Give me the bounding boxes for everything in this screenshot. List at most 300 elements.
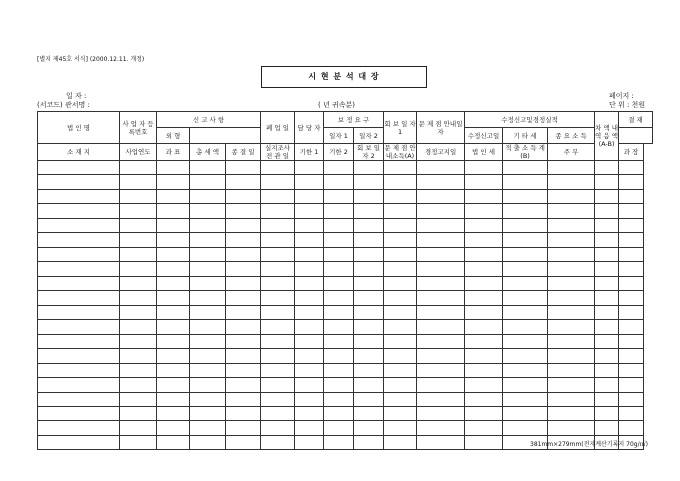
table-cell[interactable] <box>157 175 190 189</box>
table-cell[interactable] <box>120 247 157 261</box>
table-cell[interactable] <box>619 421 644 435</box>
table-cell[interactable] <box>120 189 157 203</box>
table-cell[interactable] <box>157 291 190 305</box>
table-cell[interactable] <box>120 291 157 305</box>
table-cell[interactable] <box>354 276 384 290</box>
table-cell[interactable] <box>120 161 157 175</box>
table-cell[interactable] <box>261 189 295 203</box>
table-cell[interactable] <box>324 320 354 334</box>
table-cell[interactable] <box>120 363 157 377</box>
table-cell[interactable] <box>157 406 190 420</box>
table-cell[interactable] <box>324 349 354 363</box>
table-cell[interactable] <box>465 291 503 305</box>
table-cell[interactable] <box>619 247 644 261</box>
table-cell[interactable] <box>503 175 548 189</box>
table-cell[interactable] <box>503 363 548 377</box>
table-cell[interactable] <box>503 262 548 276</box>
table-cell[interactable] <box>261 161 295 175</box>
table-cell[interactable] <box>548 247 595 261</box>
table-cell[interactable] <box>595 392 619 406</box>
table-cell[interactable] <box>295 305 324 319</box>
table-cell[interactable] <box>226 189 261 203</box>
table-cell[interactable] <box>295 175 324 189</box>
table-cell[interactable] <box>261 378 295 392</box>
table-cell[interactable] <box>417 189 465 203</box>
table-cell[interactable] <box>226 378 261 392</box>
table-cell[interactable] <box>417 378 465 392</box>
table-cell[interactable] <box>38 189 120 203</box>
table-cell[interactable] <box>226 406 261 420</box>
table-cell[interactable] <box>548 204 595 218</box>
table-cell[interactable] <box>261 406 295 420</box>
table-cell[interactable] <box>157 247 190 261</box>
table-cell[interactable] <box>120 175 157 189</box>
table-cell[interactable] <box>120 406 157 420</box>
table-cell[interactable] <box>354 262 384 276</box>
table-cell[interactable] <box>354 161 384 175</box>
table-cell[interactable] <box>226 305 261 319</box>
table-cell[interactable] <box>38 320 120 334</box>
table-cell[interactable] <box>619 189 644 203</box>
table-cell[interactable] <box>226 435 261 449</box>
table-cell[interactable] <box>503 349 548 363</box>
table-cell[interactable] <box>38 204 120 218</box>
table-cell[interactable] <box>595 276 619 290</box>
table-cell[interactable] <box>465 247 503 261</box>
table-cell[interactable] <box>417 204 465 218</box>
table-cell[interactable] <box>295 247 324 261</box>
table-cell[interactable] <box>261 204 295 218</box>
table-cell[interactable] <box>503 421 548 435</box>
table-cell[interactable] <box>384 334 417 348</box>
table-cell[interactable] <box>226 276 261 290</box>
table-cell[interactable] <box>38 334 120 348</box>
table-cell[interactable] <box>619 406 644 420</box>
table-cell[interactable] <box>226 247 261 261</box>
table-cell[interactable] <box>324 291 354 305</box>
table-cell[interactable] <box>324 378 354 392</box>
table-cell[interactable] <box>354 334 384 348</box>
table-cell[interactable] <box>548 334 595 348</box>
table-cell[interactable] <box>595 189 619 203</box>
table-cell[interactable] <box>417 334 465 348</box>
table-cell[interactable] <box>595 204 619 218</box>
table-cell[interactable] <box>38 276 120 290</box>
table-cell[interactable] <box>226 320 261 334</box>
table-cell[interactable] <box>38 262 120 276</box>
table-cell[interactable] <box>503 392 548 406</box>
table-cell[interactable] <box>465 276 503 290</box>
table-cell[interactable] <box>190 334 226 348</box>
table-cell[interactable] <box>120 435 157 449</box>
table-cell[interactable] <box>295 291 324 305</box>
table-cell[interactable] <box>503 320 548 334</box>
table-cell[interactable] <box>295 349 324 363</box>
table-cell[interactable] <box>157 320 190 334</box>
table-cell[interactable] <box>324 218 354 232</box>
table-cell[interactable] <box>595 363 619 377</box>
table-cell[interactable] <box>619 262 644 276</box>
table-cell[interactable] <box>324 435 354 449</box>
table-cell[interactable] <box>190 291 226 305</box>
table-cell[interactable] <box>295 435 324 449</box>
table-cell[interactable] <box>417 305 465 319</box>
table-cell[interactable] <box>190 421 226 435</box>
table-cell[interactable] <box>595 406 619 420</box>
table-cell[interactable] <box>595 421 619 435</box>
table-cell[interactable] <box>324 421 354 435</box>
table-cell[interactable] <box>157 392 190 406</box>
table-cell[interactable] <box>120 233 157 247</box>
table-cell[interactable] <box>465 392 503 406</box>
table-cell[interactable] <box>324 406 354 420</box>
table-cell[interactable] <box>120 421 157 435</box>
table-cell[interactable] <box>384 363 417 377</box>
table-cell[interactable] <box>384 247 417 261</box>
table-cell[interactable] <box>157 189 190 203</box>
table-cell[interactable] <box>417 161 465 175</box>
table-cell[interactable] <box>503 378 548 392</box>
table-cell[interactable] <box>261 392 295 406</box>
table-cell[interactable] <box>384 291 417 305</box>
table-cell[interactable] <box>417 276 465 290</box>
table-cell[interactable] <box>465 175 503 189</box>
table-cell[interactable] <box>384 421 417 435</box>
table-cell[interactable] <box>354 218 384 232</box>
table-cell[interactable] <box>226 204 261 218</box>
table-cell[interactable] <box>417 175 465 189</box>
table-cell[interactable] <box>324 392 354 406</box>
table-cell[interactable] <box>619 305 644 319</box>
table-cell[interactable] <box>261 291 295 305</box>
table-cell[interactable] <box>354 349 384 363</box>
table-cell[interactable] <box>190 175 226 189</box>
table-cell[interactable] <box>120 262 157 276</box>
table-cell[interactable] <box>595 175 619 189</box>
table-cell[interactable] <box>595 233 619 247</box>
table-cell[interactable] <box>619 161 644 175</box>
table-cell[interactable] <box>295 320 324 334</box>
table-cell[interactable] <box>595 334 619 348</box>
table-cell[interactable] <box>417 392 465 406</box>
table-cell[interactable] <box>354 233 384 247</box>
table-cell[interactable] <box>548 189 595 203</box>
table-cell[interactable] <box>190 435 226 449</box>
table-cell[interactable] <box>261 349 295 363</box>
table-cell[interactable] <box>261 305 295 319</box>
table-cell[interactable] <box>261 175 295 189</box>
table-cell[interactable] <box>324 334 354 348</box>
table-cell[interactable] <box>190 161 226 175</box>
table-cell[interactable] <box>261 320 295 334</box>
table-cell[interactable] <box>226 233 261 247</box>
table-cell[interactable] <box>384 435 417 449</box>
table-cell[interactable] <box>548 406 595 420</box>
table-cell[interactable] <box>595 291 619 305</box>
table-cell[interactable] <box>354 189 384 203</box>
table-cell[interactable] <box>384 276 417 290</box>
table-cell[interactable] <box>465 161 503 175</box>
table-cell[interactable] <box>503 233 548 247</box>
table-cell[interactable] <box>595 305 619 319</box>
table-cell[interactable] <box>38 247 120 261</box>
table-cell[interactable] <box>465 320 503 334</box>
table-cell[interactable] <box>324 276 354 290</box>
table-cell[interactable] <box>295 406 324 420</box>
table-cell[interactable] <box>354 204 384 218</box>
table-cell[interactable] <box>548 262 595 276</box>
table-cell[interactable] <box>324 262 354 276</box>
table-cell[interactable] <box>295 363 324 377</box>
table-cell[interactable] <box>548 291 595 305</box>
table-cell[interactable] <box>38 392 120 406</box>
table-cell[interactable] <box>465 233 503 247</box>
table-cell[interactable] <box>619 378 644 392</box>
table-cell[interactable] <box>38 291 120 305</box>
table-cell[interactable] <box>190 218 226 232</box>
table-cell[interactable] <box>295 218 324 232</box>
table-cell[interactable] <box>417 320 465 334</box>
table-cell[interactable] <box>548 175 595 189</box>
table-cell[interactable] <box>190 406 226 420</box>
table-cell[interactable] <box>226 349 261 363</box>
table-cell[interactable] <box>190 189 226 203</box>
table-cell[interactable] <box>190 363 226 377</box>
table-cell[interactable] <box>120 320 157 334</box>
table-cell[interactable] <box>120 334 157 348</box>
table-cell[interactable] <box>190 320 226 334</box>
table-cell[interactable] <box>261 334 295 348</box>
table-cell[interactable] <box>226 392 261 406</box>
table-cell[interactable] <box>295 262 324 276</box>
table-cell[interactable] <box>157 435 190 449</box>
table-cell[interactable] <box>503 305 548 319</box>
table-cell[interactable] <box>190 305 226 319</box>
table-cell[interactable] <box>619 349 644 363</box>
table-cell[interactable] <box>226 218 261 232</box>
table-cell[interactable] <box>619 291 644 305</box>
table-cell[interactable] <box>503 218 548 232</box>
table-cell[interactable] <box>548 276 595 290</box>
table-cell[interactable] <box>190 276 226 290</box>
table-cell[interactable] <box>38 349 120 363</box>
table-cell[interactable] <box>190 204 226 218</box>
table-cell[interactable] <box>226 161 261 175</box>
table-cell[interactable] <box>157 378 190 392</box>
table-cell[interactable] <box>38 161 120 175</box>
table-cell[interactable] <box>190 262 226 276</box>
table-cell[interactable] <box>548 349 595 363</box>
table-cell[interactable] <box>38 421 120 435</box>
table-cell[interactable] <box>465 262 503 276</box>
table-cell[interactable] <box>465 305 503 319</box>
table-cell[interactable] <box>595 161 619 175</box>
table-cell[interactable] <box>417 421 465 435</box>
table-cell[interactable] <box>295 392 324 406</box>
table-cell[interactable] <box>354 175 384 189</box>
table-cell[interactable] <box>120 305 157 319</box>
table-cell[interactable] <box>157 363 190 377</box>
table-cell[interactable] <box>384 305 417 319</box>
table-cell[interactable] <box>38 406 120 420</box>
table-cell[interactable] <box>38 218 120 232</box>
table-cell[interactable] <box>190 392 226 406</box>
table-cell[interactable] <box>226 421 261 435</box>
table-cell[interactable] <box>384 175 417 189</box>
table-cell[interactable] <box>226 334 261 348</box>
table-cell[interactable] <box>384 349 417 363</box>
table-cell[interactable] <box>465 378 503 392</box>
table-cell[interactable] <box>38 378 120 392</box>
table-cell[interactable] <box>417 349 465 363</box>
table-cell[interactable] <box>465 334 503 348</box>
table-cell[interactable] <box>503 204 548 218</box>
table-cell[interactable] <box>261 421 295 435</box>
table-cell[interactable] <box>503 161 548 175</box>
table-cell[interactable] <box>324 233 354 247</box>
table-cell[interactable] <box>38 305 120 319</box>
table-cell[interactable] <box>354 247 384 261</box>
table-cell[interactable] <box>354 392 384 406</box>
table-cell[interactable] <box>120 378 157 392</box>
table-cell[interactable] <box>120 392 157 406</box>
table-cell[interactable] <box>619 334 644 348</box>
table-cell[interactable] <box>120 349 157 363</box>
table-cell[interactable] <box>261 262 295 276</box>
table-cell[interactable] <box>503 276 548 290</box>
table-cell[interactable] <box>465 204 503 218</box>
table-cell[interactable] <box>595 378 619 392</box>
table-cell[interactable] <box>465 218 503 232</box>
table-cell[interactable] <box>417 233 465 247</box>
table-cell[interactable] <box>384 189 417 203</box>
table-cell[interactable] <box>465 363 503 377</box>
table-cell[interactable] <box>295 204 324 218</box>
table-cell[interactable] <box>384 406 417 420</box>
table-cell[interactable] <box>157 276 190 290</box>
table-cell[interactable] <box>548 421 595 435</box>
table-cell[interactable] <box>354 421 384 435</box>
table-cell[interactable] <box>120 276 157 290</box>
table-cell[interactable] <box>384 161 417 175</box>
table-cell[interactable] <box>295 189 324 203</box>
table-cell[interactable] <box>384 218 417 232</box>
table-cell[interactable] <box>157 233 190 247</box>
table-cell[interactable] <box>261 247 295 261</box>
table-cell[interactable] <box>157 161 190 175</box>
table-cell[interactable] <box>417 363 465 377</box>
table-cell[interactable] <box>548 392 595 406</box>
table-cell[interactable] <box>465 435 503 449</box>
table-cell[interactable] <box>157 204 190 218</box>
table-cell[interactable] <box>595 218 619 232</box>
table-cell[interactable] <box>295 276 324 290</box>
table-cell[interactable] <box>417 247 465 261</box>
table-cell[interactable] <box>261 276 295 290</box>
table-cell[interactable] <box>226 363 261 377</box>
table-cell[interactable] <box>465 349 503 363</box>
table-cell[interactable] <box>619 218 644 232</box>
table-cell[interactable] <box>157 218 190 232</box>
table-cell[interactable] <box>324 247 354 261</box>
table-cell[interactable] <box>354 378 384 392</box>
table-cell[interactable] <box>157 334 190 348</box>
table-cell[interactable] <box>595 262 619 276</box>
table-cell[interactable] <box>384 233 417 247</box>
table-cell[interactable] <box>354 363 384 377</box>
table-cell[interactable] <box>354 291 384 305</box>
table-cell[interactable] <box>384 320 417 334</box>
table-cell[interactable] <box>120 218 157 232</box>
table-cell[interactable] <box>503 247 548 261</box>
table-cell[interactable] <box>354 320 384 334</box>
table-cell[interactable] <box>190 247 226 261</box>
table-cell[interactable] <box>190 378 226 392</box>
table-cell[interactable] <box>295 378 324 392</box>
table-cell[interactable] <box>417 291 465 305</box>
table-cell[interactable] <box>190 233 226 247</box>
table-cell[interactable] <box>157 349 190 363</box>
table-cell[interactable] <box>465 406 503 420</box>
table-cell[interactable] <box>261 218 295 232</box>
table-cell[interactable] <box>503 334 548 348</box>
table-cell[interactable] <box>465 189 503 203</box>
table-cell[interactable] <box>619 392 644 406</box>
table-cell[interactable] <box>38 175 120 189</box>
table-cell[interactable] <box>548 363 595 377</box>
table-cell[interactable] <box>548 320 595 334</box>
table-cell[interactable] <box>324 189 354 203</box>
table-cell[interactable] <box>295 421 324 435</box>
table-cell[interactable] <box>503 189 548 203</box>
table-cell[interactable] <box>261 363 295 377</box>
table-cell[interactable] <box>324 204 354 218</box>
table-cell[interactable] <box>548 233 595 247</box>
table-cell[interactable] <box>548 218 595 232</box>
table-cell[interactable] <box>619 276 644 290</box>
table-cell[interactable] <box>324 305 354 319</box>
table-cell[interactable] <box>324 161 354 175</box>
table-cell[interactable] <box>384 378 417 392</box>
table-cell[interactable] <box>503 406 548 420</box>
table-cell[interactable] <box>417 262 465 276</box>
table-cell[interactable] <box>619 204 644 218</box>
table-cell[interactable] <box>261 233 295 247</box>
table-cell[interactable] <box>384 204 417 218</box>
table-cell[interactable] <box>226 291 261 305</box>
table-cell[interactable] <box>465 421 503 435</box>
table-cell[interactable] <box>384 262 417 276</box>
table-cell[interactable] <box>226 175 261 189</box>
table-cell[interactable] <box>548 305 595 319</box>
table-cell[interactable] <box>417 435 465 449</box>
table-cell[interactable] <box>548 161 595 175</box>
table-cell[interactable] <box>38 233 120 247</box>
table-cell[interactable] <box>548 378 595 392</box>
table-cell[interactable] <box>354 406 384 420</box>
table-cell[interactable] <box>295 233 324 247</box>
table-cell[interactable] <box>619 363 644 377</box>
table-cell[interactable] <box>619 175 644 189</box>
table-cell[interactable] <box>595 320 619 334</box>
table-cell[interactable] <box>120 204 157 218</box>
table-cell[interactable] <box>354 305 384 319</box>
table-cell[interactable] <box>619 233 644 247</box>
table-cell[interactable] <box>38 363 120 377</box>
table-cell[interactable] <box>261 435 295 449</box>
table-cell[interactable] <box>38 435 120 449</box>
table-cell[interactable] <box>324 363 354 377</box>
